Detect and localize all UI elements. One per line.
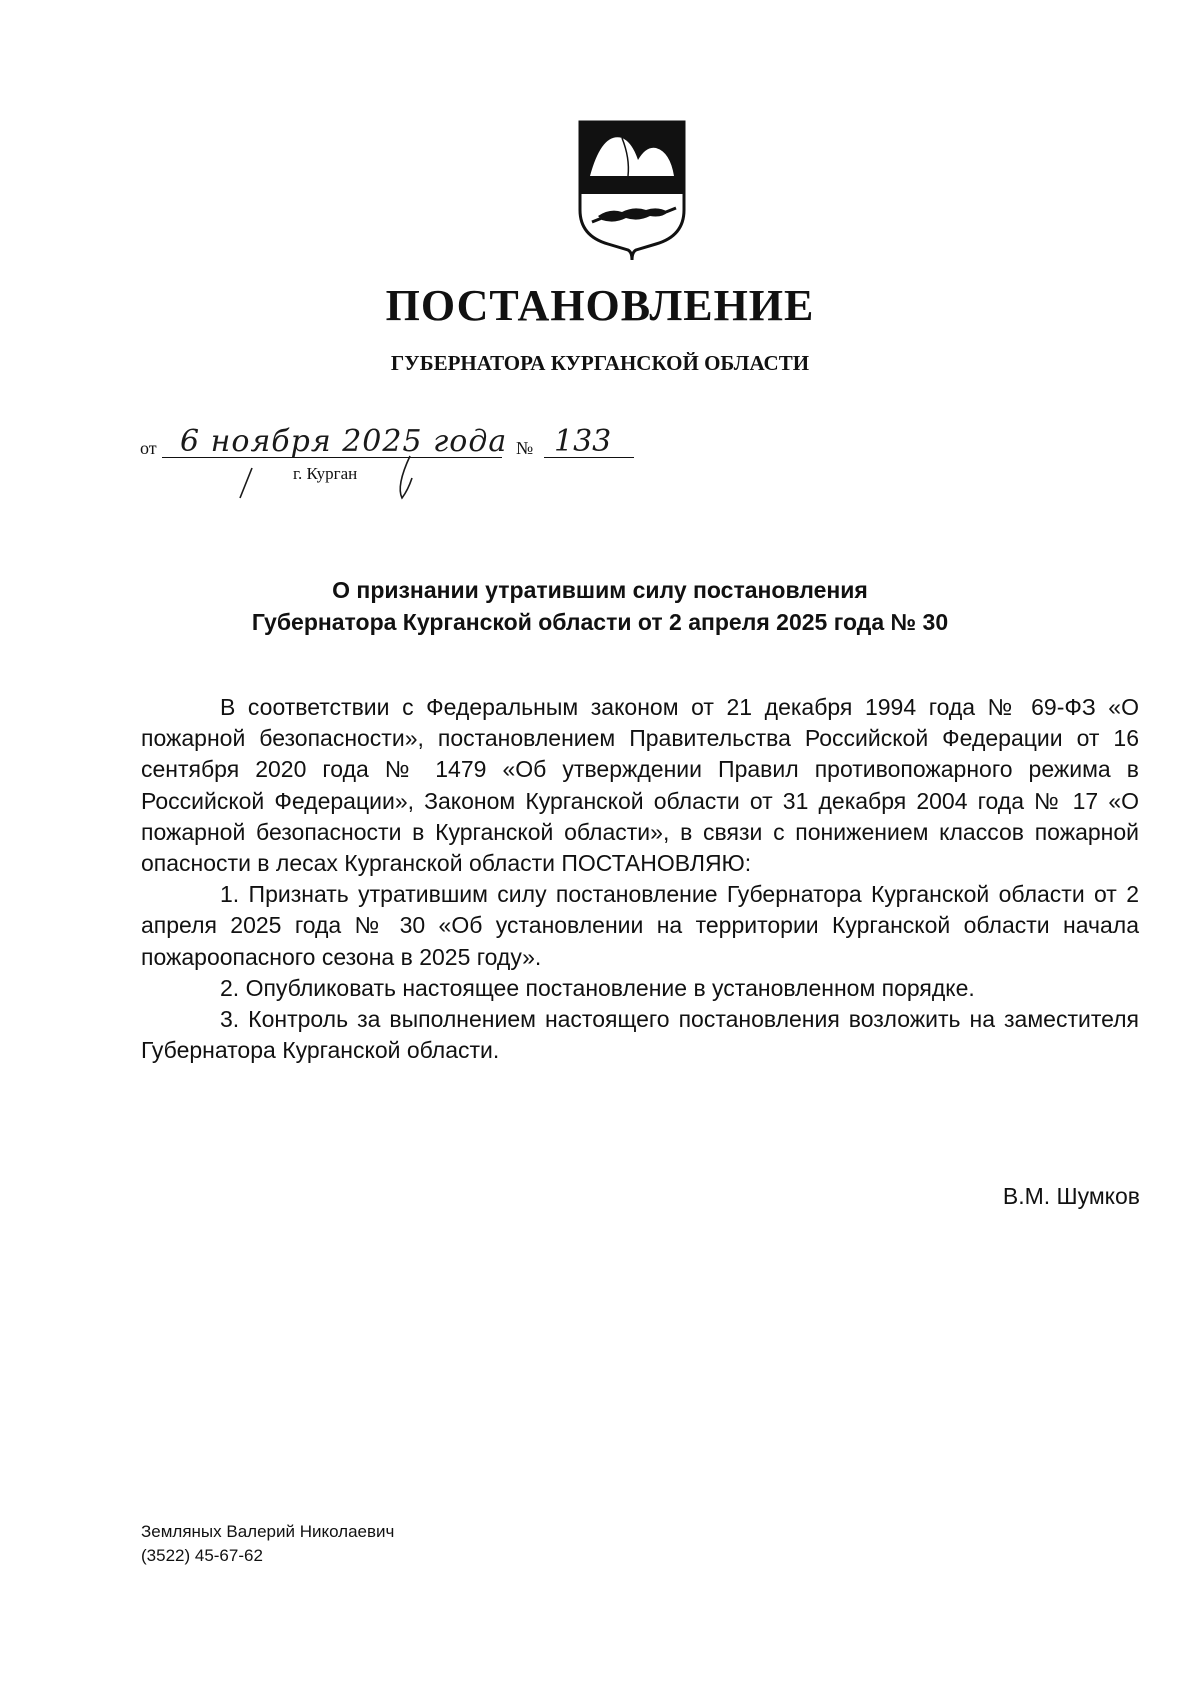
executor-name: Земляных Валерий Николаевич xyxy=(141,1522,395,1541)
item-3-paragraph: 3. Контроль за выполнением настоящего постановления возложить на заместителя Губернатора Курганской области. xyxy=(141,1006,1139,1064)
city-label: г. Курган xyxy=(293,464,358,483)
page-title: ПОСТАНОВЛЕНИЕ xyxy=(385,281,815,330)
issuer-subtitle: ГУБЕРНАТОРА КУРГАНСКОЙ ОБЛАСТИ xyxy=(390,351,810,375)
date-number-line xyxy=(140,424,660,490)
decree-heading xyxy=(120,574,1080,638)
number-label: № xyxy=(516,438,534,458)
executor-phone: (3522) 45-67-62 xyxy=(141,1546,263,1565)
handwritten-number: 133 xyxy=(554,424,612,459)
executor-block xyxy=(141,1520,394,1568)
item-2-paragraph: 2. Опубликовать настоящее постановление в установленном порядке. xyxy=(220,974,975,1001)
signatory-name: В.М. Шумков xyxy=(1002,1183,1140,1209)
preamble-paragraph: В соответствии с Федеральным законом от 21 декабря 1994 года № 69-ФЗ «О пожарной безопасности», постановлением Правительства Российской Федерации от 16 сентября 2020 года № 1479 «Об утверждении Правил противопожарного режима в Российской Федерации», Законом Курганской области от 31 декабря 2004 года № 17 «О пожарной безопасности в Курганской области», в связи с понижением классов пожарной опасности в лесах Курганской области ПОСТАНОВЛЯЮ: xyxy=(141,694,1139,877)
heading-line-1: О признании утратившим силу постановления xyxy=(332,577,868,603)
date-prefix-label: от xyxy=(140,438,157,458)
handwritten-date: 6 ноября 2025 года xyxy=(180,424,508,459)
heading-line-2: Губернатора Курганской области от 2 апреля 2025 года № 30 xyxy=(251,609,949,635)
pen-strokes-decoration xyxy=(140,420,660,500)
kurgan-coat-of-arms-icon xyxy=(576,118,688,260)
decree-body xyxy=(141,692,1139,1066)
item-1-paragraph: 1. Признать утратившим силу постановление Губернатора Курганской области от 2 апреля 2025 года № 30 «Об установлении на территории Курганской области начала пожароопасного сезона в 2025 году». xyxy=(141,881,1139,970)
